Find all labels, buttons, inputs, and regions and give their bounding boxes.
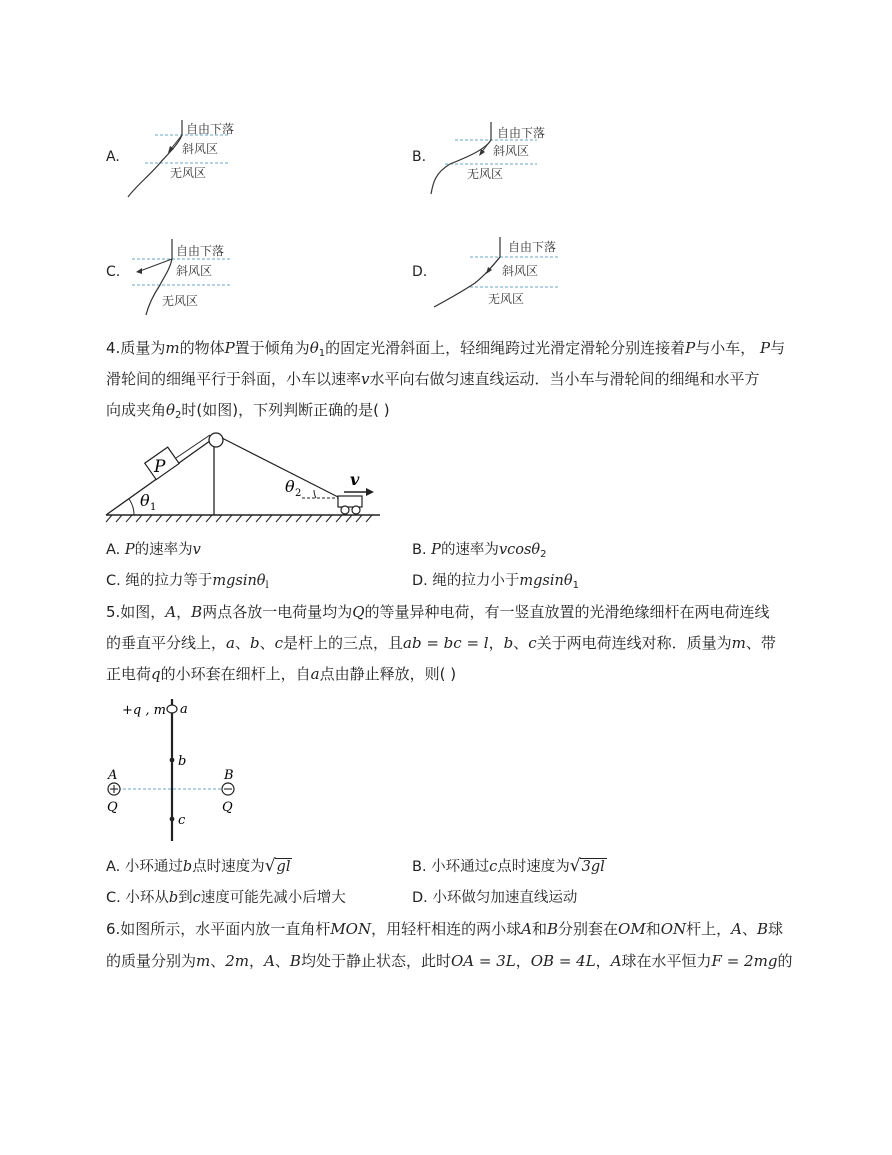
- q3-b-mid-label: 斜风区: [493, 144, 530, 158]
- q3-option-b-figure: [425, 118, 575, 208]
- q3-c-mid-label: 斜风区: [176, 264, 213, 278]
- q3-option-a-figure: [120, 115, 270, 205]
- q5-option-c[interactable]: C. 小环从b到c速度可能先减小后增大: [106, 890, 346, 906]
- q5-point-b-label: b: [178, 754, 187, 769]
- q5-option-a[interactable]: A. 小环通过b点时速度为√gl: [106, 856, 291, 876]
- q5-option-d[interactable]: D. 小环做匀加速直线运动: [412, 890, 578, 906]
- q4-velocity-label: v: [350, 470, 360, 489]
- q3-option-a-letter: A.: [106, 149, 120, 165]
- q3-a-mid-label: 斜风区: [182, 142, 219, 156]
- q4-option-a[interactable]: A. P的速率为v: [106, 542, 201, 558]
- q5-option-b[interactable]: B. 小环通过c点时速度为√3gl: [412, 856, 605, 876]
- q3-a-top-label: 自由下落: [186, 122, 235, 136]
- q3-option-b-letter: B.: [412, 149, 427, 165]
- q6-line-2: 的质量分别为m、2m，A、B均处于静止状态，此时OA = 3L，OB = 4L，A球在水平恒力F = 2mg的: [106, 952, 793, 970]
- q3-a-bottom-label: 无风区: [170, 166, 207, 180]
- q4-theta2-sub: 2: [295, 488, 302, 499]
- q4-option-b[interactable]: B. P的速率为vcosθ$_2$: [412, 542, 547, 560]
- q4-line-1: 4.质量为m的物体P置于倾角为$\theta_1$的固定光滑斜面上，轻细绳跨过光滑定滑轮分别连接着P与小车， P与: [106, 339, 786, 359]
- q4-theta1-label: θ: [140, 491, 150, 510]
- q4-line-3: 向成夹角$\theta_2$时(如图)，下列判断正确的是( ): [106, 401, 390, 421]
- q4-figure: [104, 430, 384, 526]
- q3-b-top-label: 自由下落: [497, 126, 546, 140]
- q4-theta1-sub: 1: [150, 502, 157, 513]
- q4-theta2-label: θ: [285, 477, 295, 496]
- q5-charge-b-label: B: [224, 768, 234, 783]
- q5-point-a-label: a: [180, 702, 188, 717]
- q3-option-d-figure: [430, 235, 580, 315]
- q5-figure: [104, 695, 244, 845]
- q3-c-top-label: 自由下落: [176, 244, 225, 258]
- q5-ring-label: +q , m: [122, 703, 166, 718]
- q4-block-label: P: [154, 457, 166, 477]
- q4-option-d[interactable]: D. 绳的拉力小于mgsinθ$_1$: [412, 573, 579, 591]
- q5-charge-b-q: Q: [222, 800, 233, 815]
- q3-d-mid-label: 斜风区: [502, 264, 539, 278]
- q3-c-bottom-label: 无风区: [162, 294, 199, 308]
- q5-line-2: 的垂直平分线上，a、b、c是杆上的三点，且ab = bc = l，b、c关于两电荷连线对称．质量为m、带: [106, 634, 776, 652]
- q5-point-c-label: c: [178, 813, 186, 828]
- q3-b-bottom-label: 无风区: [467, 167, 504, 181]
- q5-line-1: 5.如图，A，B两点各放一电荷量均为Q的等量异种电荷，有一竖直放置的光滑绝缘细杆在两电荷连线: [106, 603, 770, 621]
- q3-d-top-label: 自由下落: [508, 240, 557, 254]
- q3-option-c-figure: [122, 235, 272, 325]
- q3-option-c-letter: C.: [106, 264, 121, 280]
- q5-charge-a-q: Q: [107, 800, 118, 815]
- q3-option-d-letter: D.: [412, 264, 428, 280]
- q6-line-1: 6.如图所示，水平面内放一直角杆MON，用轻杆相连的两小球A和B分别套在OM和ON杆上，A、B球: [106, 920, 784, 938]
- q4-option-c[interactable]: C. 绳的拉力等于mgsinθ$_l$: [106, 573, 269, 591]
- q4-line-2: 滑轮间的细绳平行于斜面，小车以速率v水平向右做匀速直线运动．当小车与滑轮间的细绳和水平方: [106, 370, 760, 388]
- q5-line-3: 正电荷q的小环套在细杆上，自a点由静止释放，则( ): [106, 665, 457, 683]
- q3-d-bottom-label: 无风区: [488, 292, 525, 306]
- q5-charge-a-label: A: [108, 768, 118, 783]
